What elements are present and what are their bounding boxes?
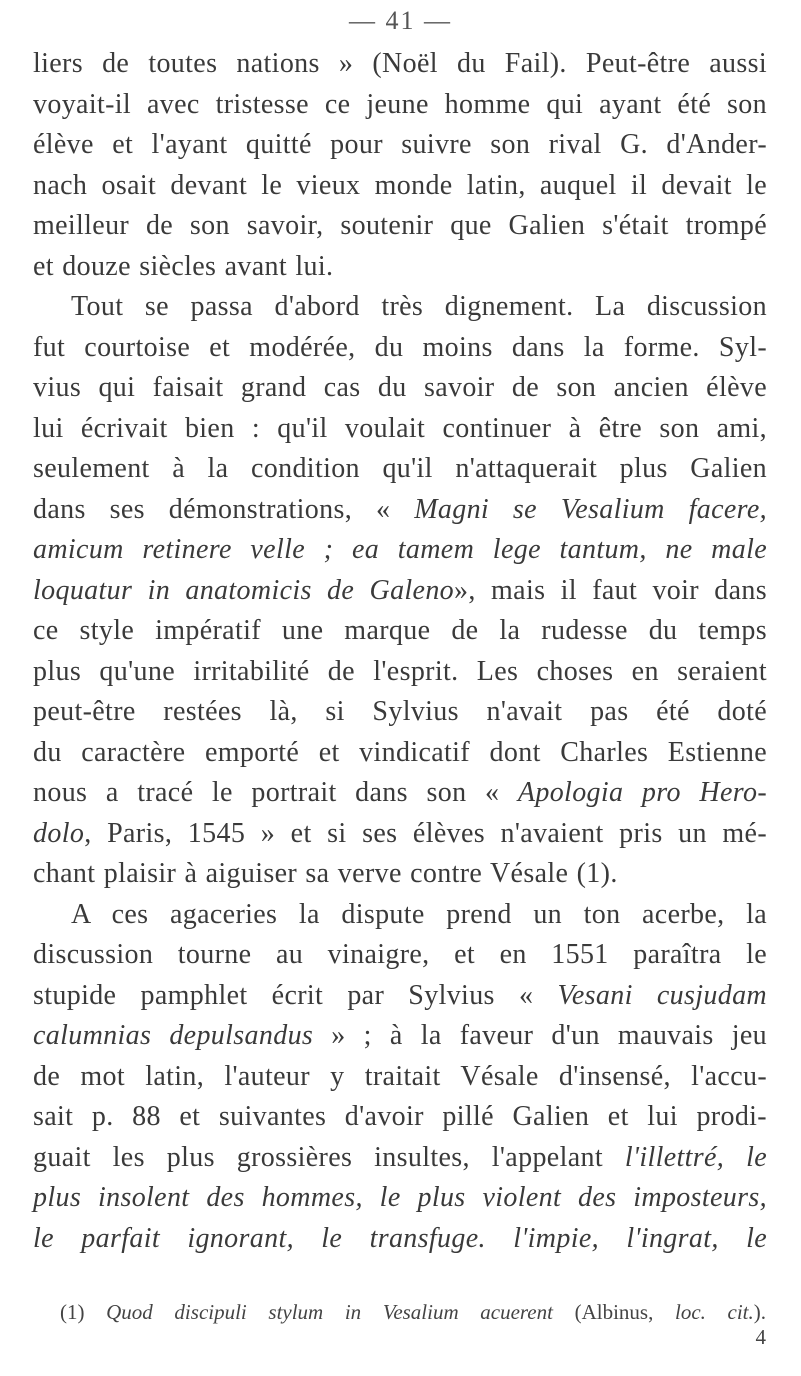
footnote — [60, 1297, 766, 1327]
text-line — [33, 449, 767, 490]
text-segment: seulement à la condition qu'il n'attaquerait plus Galien — [33, 453, 767, 484]
italic-segment: Magni se Vesalium facere, — [414, 493, 767, 525]
text-segment: A ces agaceries la dispute prend un ton acerbe, la — [71, 898, 767, 930]
text-segment: guait les plus grossières insultes, l'appelant — [33, 1141, 625, 1173]
text-line — [33, 1219, 767, 1260]
page-number: — 41 — — [349, 6, 452, 35]
text-line — [33, 1138, 767, 1179]
text-segment: stupide pamphlet écrit par Sylvius « — [33, 979, 558, 1011]
italic-segment: Apologia pro Hero- — [517, 777, 767, 808]
text-segment: vius qui faisait grand cas du savoir de son ancien élève — [33, 372, 767, 403]
text-line — [33, 1057, 767, 1098]
text-segment: et douze siècles avant lui. — [33, 250, 334, 282]
signature-mark: 4 — [755, 1325, 766, 1349]
text-line — [33, 530, 767, 571]
text-segment: dans ses démonstrations, « — [33, 493, 415, 525]
text-line — [33, 895, 767, 936]
italic-segment: amicum retinere velle ; ea tamem lege tantum, ne male — [33, 534, 767, 565]
footnote-close: ). — [753, 1300, 767, 1324]
text-line — [33, 692, 767, 733]
text-segment: fut courtoise et modérée, du moins dans la forme. Syl- — [33, 331, 767, 363]
italic-segment: dolo — [33, 817, 85, 849]
text-line — [33, 490, 767, 531]
text-segment: du caractère emporté et vindicatif dont Charles Estienne — [33, 736, 767, 768]
text-line — [33, 935, 767, 976]
text-segment: ce style impératif une marque de la rudesse du temps — [33, 615, 767, 646]
text-segment: voyait-il avec tristesse ce jeune homme qui ayant été son — [33, 88, 767, 120]
text-line — [33, 85, 767, 126]
text-line — [33, 571, 767, 612]
text-line — [33, 247, 767, 288]
text-segment: chant plaisir à aiguiser sa verve contre Vésale (1). — [33, 858, 618, 889]
text-line — [33, 368, 767, 409]
text-line — [33, 44, 767, 85]
text-segment: peut-être restées là, si Sylvius n'avait pas été doté — [33, 696, 767, 727]
text-line — [33, 652, 767, 693]
text-segment: élève et l'ayant quitté pour suivre son rival G. d'Ander- — [33, 129, 767, 160]
text-segment: » ; à la faveur d'un mauvais jeu — [313, 1020, 767, 1051]
text-line — [33, 328, 767, 369]
italic-segment: le parfait ignorant, le transfuge. l'impie, l'ingrat, le — [33, 1222, 767, 1254]
text-line — [33, 206, 767, 247]
text-segment: plus qu'une irritabilité de l'esprit. Les choses en seraient — [33, 655, 767, 687]
text-segment: Tout se passa d'abord très dignement. La discussion — [71, 291, 767, 322]
text-segment: , Paris, 1545 » et si ses élèves n'avaient pris un mé- — [84, 817, 767, 849]
text-segment: sait p. 88 et suivantes d'avoir pillé Galien et lui prodi- — [33, 1101, 767, 1132]
text-line — [33, 976, 767, 1017]
text-segment: liers de toutes nations » (Noël du Fail). Peut-être aussi — [33, 48, 767, 79]
text-segment: nous a tracé le portrait dans son « — [33, 777, 518, 808]
text-segment: nach osait devant le vieux monde latin, auquel il devait le — [33, 169, 767, 201]
text-segment: meilleur de son savoir, soutenir que Galien s'était trompé — [33, 210, 767, 241]
footnote-marker: (1) — [60, 1300, 85, 1324]
text-line — [33, 814, 767, 855]
text-segment: lui écrivait bien : qu'il voulait continuer à être son ami, — [33, 412, 767, 444]
text-line — [33, 611, 767, 652]
text-line — [33, 287, 767, 328]
text-line — [33, 1178, 767, 1219]
footnote-reference: loc. cit. — [674, 1300, 754, 1324]
footnote-latin-quote: Quod discipuli stylum in Vesalium acuerent — [106, 1300, 553, 1324]
italic-segment: plus insolent des hommes, le plus violent des imposteurs, — [33, 1182, 767, 1213]
text-segment: discussion tourne au vinaigre, et en 1551 paraîtra le — [33, 939, 767, 970]
body-text — [33, 44, 767, 1259]
text-line — [33, 773, 767, 814]
text-line — [33, 1097, 767, 1138]
text-segment: de mot latin, l'auteur y traitait Vésale d'insensé, l'accu- — [33, 1060, 767, 1092]
text-line — [33, 125, 767, 166]
italic-segment: calumnias depulsandus — [33, 1020, 314, 1051]
text-line — [33, 733, 767, 774]
italic-segment: loquatur in anatomicis de Galeno — [33, 574, 455, 606]
text-line — [33, 854, 767, 895]
text-segment: », mais il faut voir dans — [454, 574, 767, 606]
text-line — [33, 409, 767, 450]
italic-segment: l'illettré, le — [624, 1141, 767, 1173]
italic-segment: Vesani cusjudam — [557, 979, 768, 1011]
footnote-source: (Albinus, — [552, 1300, 675, 1324]
text-line — [33, 166, 767, 207]
text-line — [33, 1016, 767, 1057]
